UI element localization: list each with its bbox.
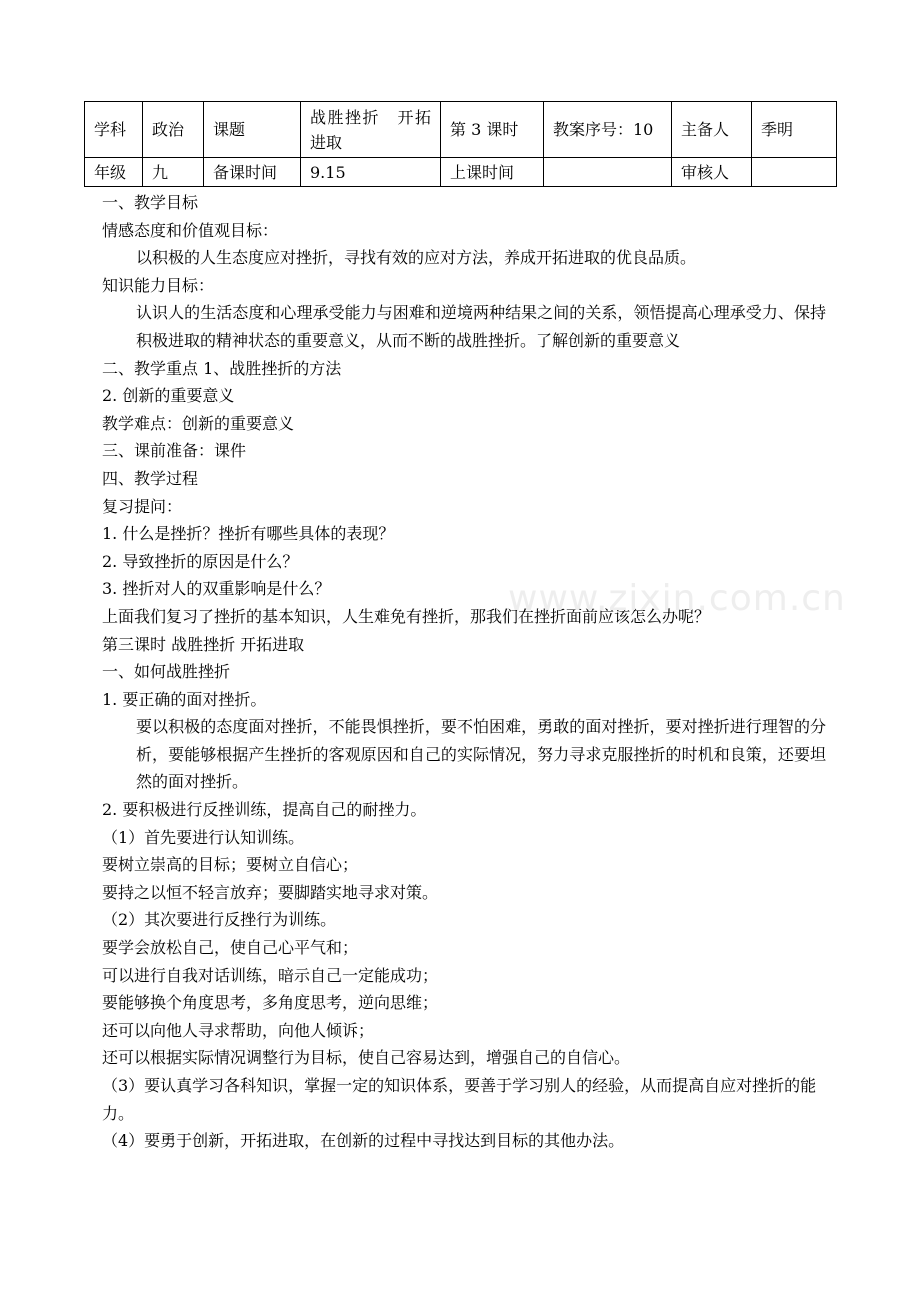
topic-label: 课题 [204,102,301,158]
difficult-point: 教学难点：创新的重要意义 [102,413,295,433]
class-time-label: 上课时间 [441,158,544,187]
list-item: 要树立崇高的目标；要树立自信心； [102,855,359,875]
subject-value: 政治 [143,102,204,158]
key-point-2: 2. 创新的重要意义 [102,386,235,406]
paragraph-attitude-goal: 以积极的人生态度应对挫折，寻找有效的应对方法，养成开拓进取的优良品质。 [136,248,697,268]
list-item: 还可以向他人寻求帮助，向他人倾诉； [102,1020,375,1040]
prep-time-value: 9.15 [301,158,441,187]
lesson-body [102,189,826,1155]
transition-sentence: 上面我们复习了挫折的基本知识，人生难免有挫折，那我们在挫折面前应该怎么办呢？ [102,606,711,626]
section-heading-key-points: 二、教学重点 1、战胜挫折的方法 [102,358,342,378]
plan-number: 教案序号：10 [544,102,672,158]
section-heading-preparation: 三、课前准备：课件 [102,441,247,461]
prep-time-label: 备课时间 [204,158,301,187]
grade-label: 年级 [85,158,143,187]
sub-point-4: （4）要勇于创新，开拓进取，在创新的过程中寻找达到目标的其他办法。 [102,1131,625,1151]
lesson-title: 第三课时 战胜挫折 开拓进取 [102,634,305,654]
watermark: www.zixin.com.cn [508,578,846,619]
reviewer-value [752,158,837,187]
section-heading-process: 四、教学过程 [102,468,199,488]
reviewer-label: 审核人 [672,158,752,187]
point-2-heading: 2. 要积极进行反挫训练，提高自己的耐挫力。 [102,800,427,820]
point-1-paragraph: 要以积极的态度面对挫折，不能畏惧挫折，要不怕困难，勇敢的面对挫折，要对挫折进行理智的分析，要能够根据产生挫折的客观原因和自己的实际情况，努力寻求克服挫折的时机和良策，还要坦然的面对挫折。 [136,717,826,792]
paragraph-knowledge-goal: 认识人的生活态度和心理承受能力与困难和逆境两种结果之间的关系，领悟提高心理承受力、保持积极进取的精神状态的重要意义，从而不断的战胜挫折。了解创新的重要意义 [136,303,826,350]
review-question-1: 1. 什么是挫折？挫折有哪些具体的表现？ [102,524,395,544]
sub-point-1: （1）首先要进行认知训练。 [102,827,305,847]
topic-value: 战胜挫折 开拓进取 [301,102,441,158]
review-question-3: 3. 挫折对人的双重影响是什么？ [102,579,331,599]
point-1-heading: 1. 要正确的面对挫折。 [102,689,267,709]
grade-value: 九 [143,158,204,187]
review-questions-heading: 复习提问： [102,496,183,516]
class-time-value [544,158,672,187]
list-item: 要学会放松自己，使自己心平气和； [102,938,359,958]
lead-preparer-label: 主备人 [672,102,752,158]
subject-label: 学科 [85,102,143,158]
lead-preparer-value: 季明 [752,102,837,158]
review-question-2: 2. 导致挫折的原因是什么？ [102,551,299,571]
table-row [85,158,837,187]
sub-point-3: （3）要认真学习各科知识，掌握一定的知识体系，要善于学习别人的经验，从而提高自应对挫折的能力。 [102,1076,817,1123]
table-row [85,102,837,158]
subheading-attitude-goal: 情感态度和价值观目标： [102,220,279,240]
sub-point-2: （2）其次要进行反挫行为训练。 [102,910,337,930]
list-item: 还可以根据实际情况调整行为目标，使自己容易达到，增强自己的自信心。 [102,1048,631,1068]
section-heading-objectives: 一、教学目标 [102,193,199,212]
subsection-heading-overcome: 一、如何战胜挫折 [102,662,231,682]
list-item: 要持之以恒不轻言放弃；要脚踏实地寻求对策。 [102,882,439,902]
list-item: 可以进行自我对话训练，暗示自己一定能成功； [102,965,439,985]
subheading-knowledge-goal: 知识能力目标： [102,275,215,295]
list-item: 要能够换个角度思考，多角度思考，逆向思维； [102,993,439,1013]
lesson-info-table [84,101,837,187]
period-value: 第 3 课时 [441,102,544,158]
